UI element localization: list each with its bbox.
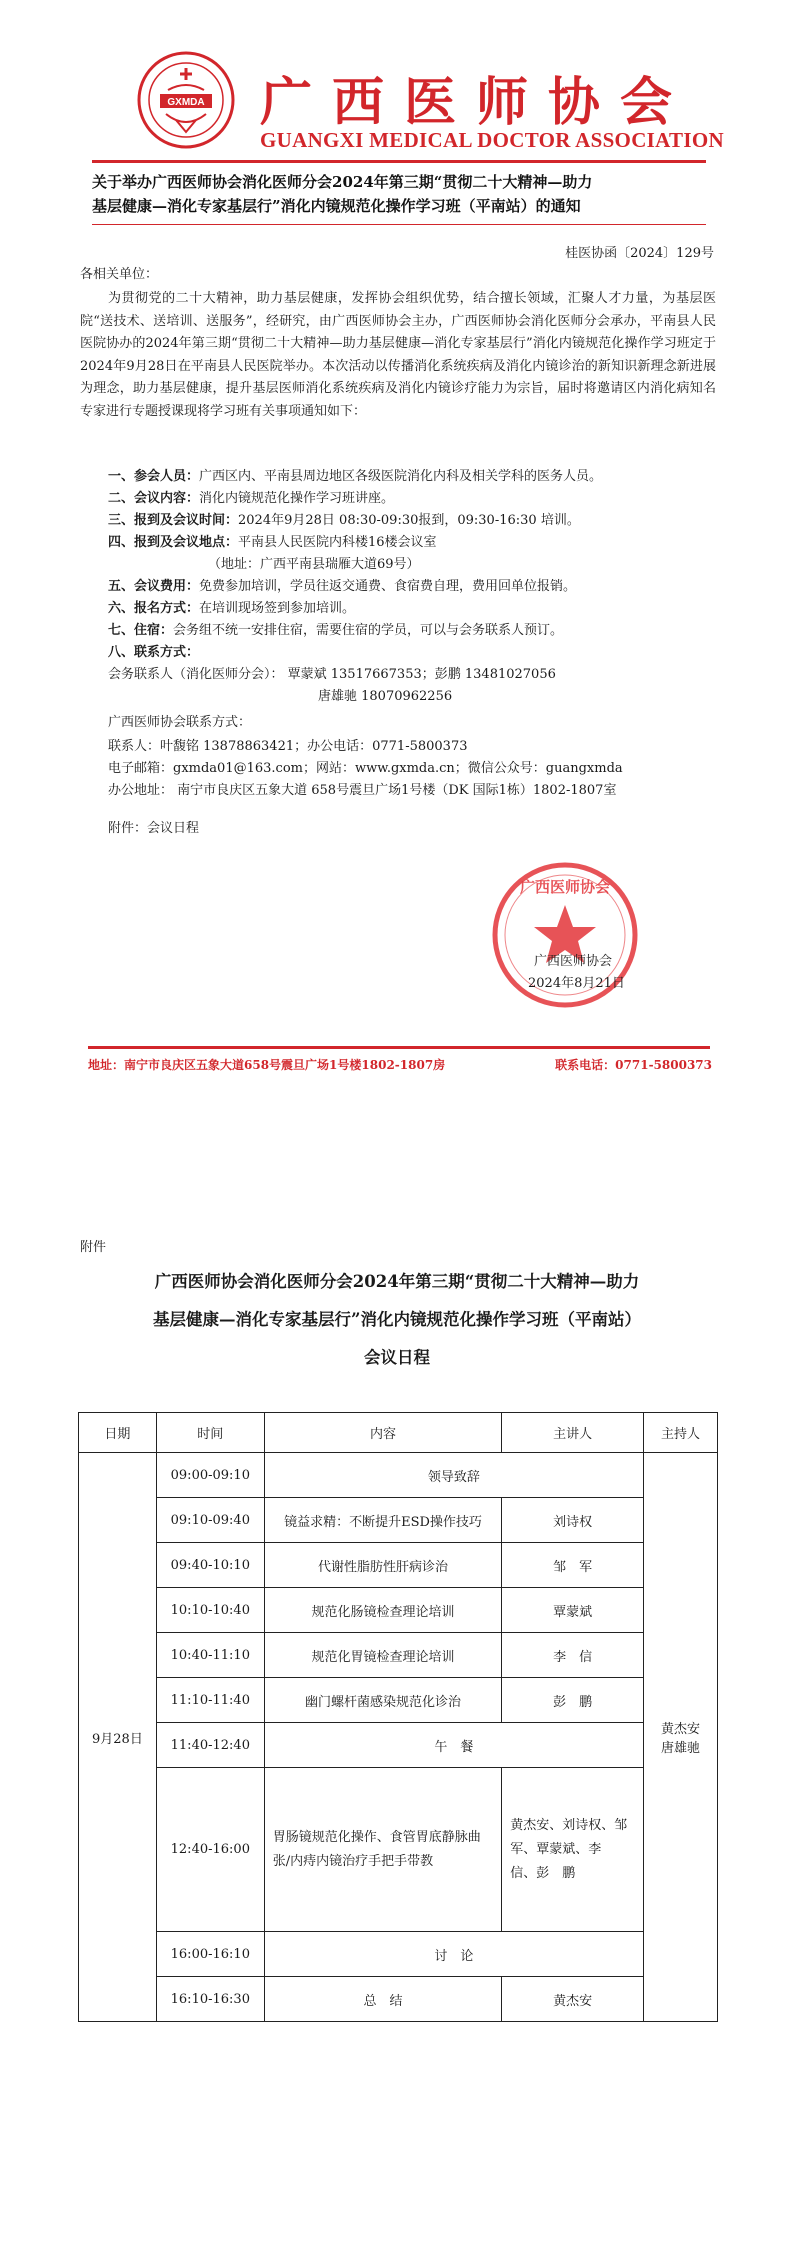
footer-phone: 联系电话：0771-5800373 (555, 1058, 712, 1072)
row-content: 代谢性脂肪性肝病诊治 (264, 1543, 502, 1588)
assoc-contact-heading: 广西医师协会联系方式： (108, 715, 252, 730)
row-content: 规范化胃镜检查理论培训 (264, 1633, 502, 1678)
salutation: 各相关单位： (80, 267, 159, 282)
row-content: 胃肠镜规范化操作、食管胃底静脉曲张/内痔内镜治疗手把手带教 (264, 1768, 502, 1932)
document-number: 桂医协函〔2024〕129号 (565, 246, 714, 261)
row-speaker: 覃蒙斌 (502, 1588, 644, 1633)
row-content: 午 餐 (264, 1723, 643, 1768)
row-time: 10:40-11:10 (156, 1633, 264, 1678)
signature-date: 2024年8月21日 (528, 976, 625, 991)
table-row (79, 1453, 718, 1498)
table-row (79, 1932, 718, 1977)
schedule-table (78, 1412, 718, 2022)
row-content: 领导致辞 (264, 1453, 643, 1498)
assoc-address: 办公地址： 南宁市良庆区五象大道 658号震旦广场1号楼（DK 国际1栋）1802-1807室 (108, 783, 617, 798)
item-registration: 六、报名方式：在培训现场签到参加培训。 (108, 601, 356, 616)
attachment-note: 附件：会议日程 (108, 821, 200, 836)
notice-title-line2: 基层健康—消化专家基层行”消化内镜规范化操作学习班（平南站）的通知 (92, 197, 581, 215)
row-time: 09:10-09:40 (156, 1498, 264, 1543)
table-row (79, 1768, 718, 1932)
logo-text: GXMDA (167, 97, 205, 108)
org-name-en: GUANGXI MEDICAL DOCTOR ASSOCIATION (260, 128, 724, 152)
header-content: 内容 (264, 1413, 502, 1453)
attachment-title-line2: 基层健康—消化专家基层行”消化内镜规范化操作学习班（平南站） (153, 1310, 641, 1329)
row-speaker: 彭 鹏 (502, 1678, 644, 1723)
signature-org: 广西医师协会 (534, 954, 613, 969)
row-speaker: 黄杰安、刘诗权、邹 军、覃蒙斌、李 信、彭 鹏 (502, 1768, 644, 1932)
row-content: 总 结 (264, 1977, 502, 2022)
org-name-cn: 广西医师协会 (260, 72, 693, 133)
row-time: 09:40-10:10 (156, 1543, 264, 1588)
row-content: 讨 论 (264, 1932, 643, 1977)
assoc-email: 电子邮箱：gxmda01@163.com；网站：www.gxmda.cn；微信公众号：guangxmda (108, 761, 623, 776)
row-time: 12:40-16:00 (156, 1768, 264, 1932)
row-time: 16:10-16:30 (156, 1977, 264, 2022)
item-venue: 四、报到及会议地点：平南县人民医院内科楼16楼会议室 (108, 535, 437, 550)
item-venue-address: （地址：广西平南县瑞雁大道69号） (208, 557, 420, 572)
notice-body: 为贯彻党的二十大精神，助力基层健康，发挥协会组织优势，结合擅长领域，汇聚人才力量，为基层医院“送技术、送培训、送服务”，经研究，由广西医师协会主办，广西医师协会消化医师分会承办，平南县人民医院协办的2024年第三期“贯彻二十大精神—助力基层健康—消化专家基层行”消化内镜规范化操作学习班定于2024年9月28日在平南县人民医院举办。本次活动以传播消化系统疾病及消化内镜诊治的新知识新理念新进展为理念，助力基层健康，提升基层医师消化系统疾病及消化内镜诊疗能力为宗旨，届时将邀请区内消化病知名专家进行专题授课现将学习班有关事项通知如下： (80, 291, 716, 419)
row-speaker: 邹 军 (502, 1543, 644, 1588)
header-speaker: 主讲人 (502, 1413, 644, 1453)
row-speaker: 刘诗权 (502, 1498, 644, 1543)
branch-contacts: 会务联系人（消化医师分会）： 覃蒙斌 13517667353；彭鹏 13481027056 (108, 667, 556, 682)
gxmda-logo-icon (136, 50, 236, 150)
header-date: 日期 (79, 1413, 157, 1453)
row-content: 规范化肠镜检查理论培训 (264, 1588, 502, 1633)
row-speaker: 黄杰安 (502, 1977, 644, 2022)
table-row (79, 1633, 718, 1678)
table-row (79, 1678, 718, 1723)
schedule-header-row (79, 1413, 718, 1453)
row-time: 16:00-16:10 (156, 1932, 264, 1977)
header-divider (92, 160, 706, 163)
table-row (79, 1977, 718, 2022)
item-content: 二、会议内容：消化内镜规范化操作学习班讲座。 (108, 491, 395, 506)
table-row (79, 1723, 718, 1768)
attachment-title-line3: 会议日程 (364, 1348, 430, 1367)
row-speaker: 李 信 (502, 1633, 644, 1678)
row-content: 镜益求精：不断提升ESD操作技巧 (264, 1498, 502, 1543)
item-contact: 八、联系方式： (108, 645, 200, 660)
row-content: 幽门螺杆菌感染规范化诊治 (264, 1678, 502, 1723)
item-time: 三、报到及会议时间：2024年9月28日 08:30-09:30报到，09:30-16:30 培训。 (108, 513, 580, 528)
attachment-title-line1: 广西医师协会消化医师分会2024年第三期“贯彻二十大精神—助力 (154, 1272, 640, 1291)
header-time: 时间 (156, 1413, 264, 1453)
schedule-table-wrapper (78, 1412, 718, 2022)
assoc-contact-person: 联系人：叶馥铭 13878863421；办公电话：0771-5800373 (108, 739, 468, 754)
schedule-host: 黄杰安 唐雄驰 (644, 1453, 718, 2022)
row-time: 11:40-12:40 (156, 1723, 264, 1768)
notice-title-line1: 关于举办广西医师协会消化医师分会2024年第三期“贯彻二十大精神—助力 (92, 173, 593, 191)
item-accommodation: 七、住宿：会务组不统一安排住宿，需要住宿的学员，可以与会务联系人预订。 (108, 623, 564, 638)
letterhead (136, 50, 724, 160)
footer-divider (88, 1046, 710, 1049)
item-fees: 五、会议费用：免费参加培训，学员往返交通费、食宿费自理，费用回单位报销。 (108, 579, 577, 594)
footer-address: 地址：南宁市良庆区五象大道658号震旦广场1号楼1802-1807房 (88, 1058, 446, 1072)
table-row (79, 1588, 718, 1633)
schedule-date: 9月28日 (79, 1453, 157, 2022)
table-row (79, 1543, 718, 1588)
row-time: 11:10-11:40 (156, 1678, 264, 1723)
attachment-label: 附件 (80, 1240, 107, 1255)
table-row (79, 1498, 718, 1543)
row-time: 09:00-09:10 (156, 1453, 264, 1498)
branch-contacts-2: 唐雄驰 18070962256 (318, 689, 453, 704)
seal-text: 广西医师协会 (519, 878, 611, 896)
title-divider (92, 224, 706, 225)
item-attendees: 一、参会人员：广西区内、平南县周边地区各级医院消化内科及相关学科的医务人员。 (108, 469, 603, 484)
row-time: 10:10-10:40 (156, 1588, 264, 1633)
header-host: 主持人 (644, 1413, 718, 1453)
